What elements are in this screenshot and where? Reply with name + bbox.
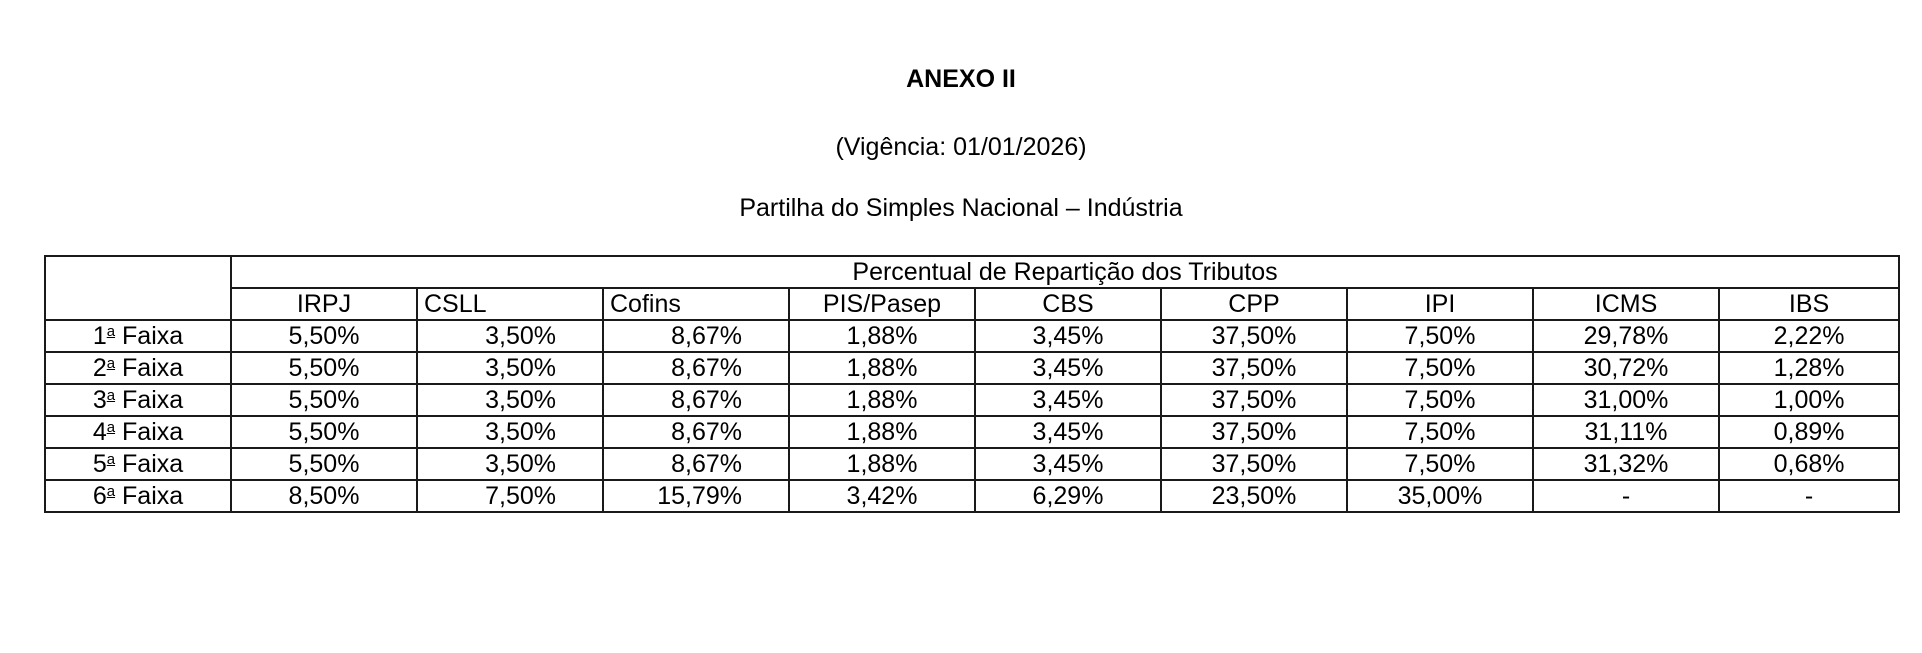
row-label — [45, 448, 231, 480]
value-cell: 1,88% — [789, 416, 975, 448]
value-cell: 8,67% — [603, 416, 789, 448]
value-cell: 30,72% — [1533, 352, 1719, 384]
value-cell: 1,88% — [789, 320, 975, 352]
value-cell: 31,11% — [1533, 416, 1719, 448]
value-cell: 23,50% — [1161, 480, 1347, 512]
value-cell: 7,50% — [1347, 352, 1533, 384]
value-cell: 8,67% — [603, 448, 789, 480]
row-label — [45, 384, 231, 416]
faixa-number: 6 — [92, 482, 107, 510]
table-body — [45, 320, 1899, 512]
value-cell: 1,88% — [789, 384, 975, 416]
ordinal-suffix: a — [106, 451, 116, 468]
value-cell: 3,45% — [975, 448, 1161, 480]
value-cell: 37,50% — [1161, 320, 1347, 352]
faixa-number: 5 — [92, 450, 107, 478]
value-cell: - — [1533, 480, 1719, 512]
value-cell: 8,50% — [231, 480, 417, 512]
value-cell: 7,50% — [1347, 448, 1533, 480]
value-cell: 3,50% — [417, 320, 603, 352]
faixa-label: Faixa — [122, 450, 184, 478]
faixa-label: Faixa — [122, 322, 184, 350]
value-cell: 3,45% — [975, 320, 1161, 352]
value-cell: 35,00% — [1347, 480, 1533, 512]
value-cell: - — [1719, 480, 1899, 512]
corner-cell — [45, 256, 231, 320]
column-header: IPI — [1347, 288, 1533, 320]
value-cell: 37,50% — [1161, 416, 1347, 448]
document-subtitle: (Vigência: 01/01/2026) — [835, 133, 1087, 161]
column-header-row — [45, 288, 1899, 320]
value-cell: 1,28% — [1719, 352, 1899, 384]
faixa-number: 1 — [92, 322, 107, 350]
value-cell: 15,79% — [603, 480, 789, 512]
column-header: IBS — [1719, 288, 1899, 320]
value-cell: 3,45% — [975, 416, 1161, 448]
ordinal-suffix: a — [106, 419, 116, 436]
column-header: CBS — [975, 288, 1161, 320]
column-header: CSLL — [417, 288, 603, 320]
value-cell: 3,45% — [975, 384, 1161, 416]
value-cell: 2,22% — [1719, 320, 1899, 352]
ordinal-suffix: a — [106, 483, 116, 500]
table-row — [45, 480, 1899, 512]
table-row — [45, 384, 1899, 416]
value-cell: 7,50% — [1347, 416, 1533, 448]
value-cell: 37,50% — [1161, 448, 1347, 480]
ordinal-suffix: a — [106, 323, 116, 340]
column-header: CPP — [1161, 288, 1347, 320]
value-cell: 37,50% — [1161, 352, 1347, 384]
value-cell: 1,88% — [789, 448, 975, 480]
row-label — [45, 320, 231, 352]
value-cell: 3,50% — [417, 416, 603, 448]
row-label — [45, 480, 231, 512]
ordinal-suffix: a — [106, 355, 116, 372]
ordinal-suffix: a — [106, 387, 116, 404]
value-cell: 0,68% — [1719, 448, 1899, 480]
faixa-label: Faixa — [122, 386, 184, 414]
value-cell: 0,89% — [1719, 416, 1899, 448]
faixa-label: Faixa — [122, 354, 184, 382]
value-cell: 8,67% — [603, 320, 789, 352]
value-cell: 3,50% — [417, 384, 603, 416]
faixa-label: Faixa — [122, 418, 184, 446]
value-cell: 3,42% — [789, 480, 975, 512]
value-cell: 7,50% — [417, 480, 603, 512]
value-cell: 6,29% — [975, 480, 1161, 512]
value-cell: 5,50% — [231, 416, 417, 448]
value-cell: 1,88% — [789, 352, 975, 384]
column-header: ICMS — [1533, 288, 1719, 320]
table-row — [45, 448, 1899, 480]
value-cell: 31,00% — [1533, 384, 1719, 416]
value-cell: 8,67% — [603, 352, 789, 384]
row-label — [45, 416, 231, 448]
value-cell: 3,50% — [417, 352, 603, 384]
row-label — [45, 352, 231, 384]
value-cell: 3,50% — [417, 448, 603, 480]
faixa-number: 4 — [92, 418, 107, 446]
value-cell: 37,50% — [1161, 384, 1347, 416]
group-header-row — [45, 256, 1899, 288]
table-row — [45, 416, 1899, 448]
table-row — [45, 352, 1899, 384]
column-header: IRPJ — [231, 288, 417, 320]
column-header: PIS/Pasep — [789, 288, 975, 320]
value-cell: 7,50% — [1347, 320, 1533, 352]
value-cell: 3,45% — [975, 352, 1161, 384]
value-cell: 5,50% — [231, 320, 417, 352]
value-cell: 5,50% — [231, 384, 417, 416]
column-header: Cofins — [603, 288, 789, 320]
document-title: ANEXO II — [906, 65, 1016, 93]
value-cell: 8,67% — [603, 384, 789, 416]
tax-distribution-table — [44, 255, 1900, 513]
faixa-number: 3 — [92, 386, 107, 414]
value-cell: 29,78% — [1533, 320, 1719, 352]
value-cell: 31,32% — [1533, 448, 1719, 480]
value-cell: 7,50% — [1347, 384, 1533, 416]
table-heading: Partilha do Simples Nacional – Indústria — [739, 194, 1183, 222]
faixa-number: 2 — [92, 354, 107, 382]
group-header: Percentual de Repartição dos Tributos — [231, 256, 1899, 288]
value-cell: 1,00% — [1719, 384, 1899, 416]
faixa-label: Faixa — [122, 482, 184, 510]
value-cell: 5,50% — [231, 352, 417, 384]
value-cell: 5,50% — [231, 448, 417, 480]
table-row — [45, 320, 1899, 352]
